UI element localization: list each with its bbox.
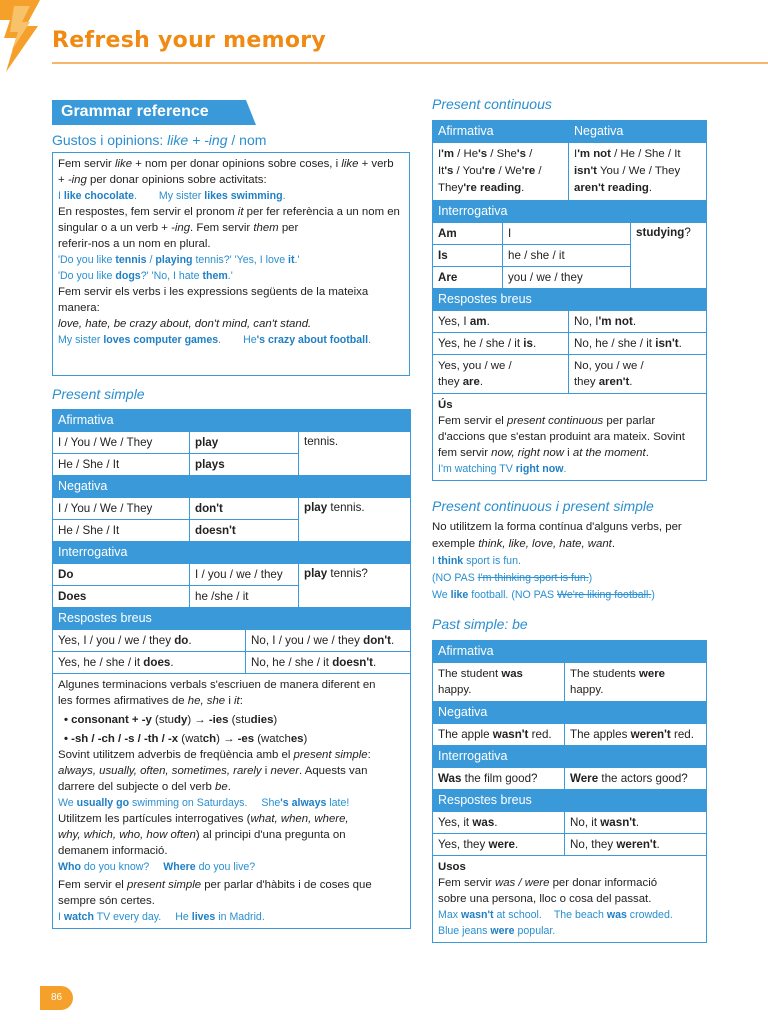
short-answers-header: Respostes breus bbox=[433, 790, 707, 812]
table-cell: you / we / they bbox=[503, 267, 631, 289]
present-continuous-heading: Present continuous bbox=[432, 96, 552, 112]
table-cell: Do bbox=[58, 568, 74, 581]
past-simple-be-table bbox=[432, 640, 707, 943]
table-cell: Yes, you / we / they are. bbox=[433, 355, 569, 394]
pc-vs-ps-heading: Present continuous i present simple bbox=[432, 498, 654, 514]
page-title: Refresh your memory bbox=[52, 28, 327, 53]
title-divider bbox=[52, 62, 768, 64]
table-cell: I / You / We / They bbox=[53, 498, 190, 520]
present-simple-notes: Algunes terminacions verbals s'escriuen de manera diferent en les formes afirmatives de he, she i it: • consonant + -y (study) → -ies (studies) • -sh / -ch / -s / -th / -x (watch) → -es (watches) Sovint utilitzem adverbis de freqüència amb el present simple: always, usually, often, sometimes, rarely i never. Aquests van darrere del subjecte o del verb be. We usually go swimming on Saturdays. She's always late! Utilitzem les partícules interrogatives (what, when, where, why, which, who, how often) al principi d'una pregunta on demanem informació. Who do you know? Where do you live? Fem servir el present simple per parlar d'hàbits i de coses que sempre són certes. I watch TV every day. He lives in Madrid. bbox=[53, 674, 411, 929]
table-cell: Are bbox=[438, 271, 458, 284]
table-cell: don't bbox=[195, 502, 223, 515]
table-cell: No, I'm not. bbox=[569, 311, 707, 333]
table-cell: studying? bbox=[631, 223, 707, 289]
table-cell: No, you / we / they aren't. bbox=[569, 355, 707, 394]
table-cell: doesn't bbox=[195, 524, 236, 537]
present-continuous-usage: Ús Fem servir el present continuous per parlar d'accions que s'estan produint ara mateix. Sovint fem servir now, right now i at the moment. I'm watching TV right now. bbox=[433, 394, 707, 481]
page-number: 86 bbox=[40, 986, 73, 1010]
likes-explanation-box: Fem servir like + nom per donar opinions sobre coses, i like + verb + -ing per donar opinions sobre activitats: I like chocolate. My sister likes swimming. En respostes, fem servir el pronom it per fer referència a un nom en singular o a un verb + -ing. Fem servir them per referir-nos a un nom en plural. 'Do you like tennis / playing tennis?' 'Yes, I love it.' 'Do you like dogs?' 'No, I hate them.' Fem servir els verbs i les expressions següents de la mateixa manera: love, hate, be crazy about, don't mind, can't stand. My sister loves computer games. He's crazy about football. bbox=[52, 152, 410, 376]
table-cell: play bbox=[195, 436, 219, 449]
table-cell: I'm not / He / She / It isn't You / We / They aren't reading. bbox=[569, 143, 707, 201]
table-cell: I / You / We / They bbox=[53, 432, 190, 454]
table-cell: play tennis? bbox=[299, 564, 411, 608]
table-cell: play tennis. bbox=[299, 498, 411, 542]
affirmative-header: Afirmativa bbox=[433, 641, 707, 663]
interrogative-header: Interrogativa bbox=[433, 746, 707, 768]
table-cell: I'm / He's / She's / It's / You're / We're / They're reading. bbox=[433, 143, 569, 201]
table-cell: He / She / It bbox=[53, 520, 190, 542]
likes-heading: Gustos i opinions: like + -ing / nom bbox=[52, 132, 267, 148]
affirmative-header: Afirmativa bbox=[433, 121, 569, 143]
negative-header: Negativa bbox=[569, 121, 707, 143]
table-cell: The apple wasn't red. bbox=[433, 724, 565, 746]
interrogative-header: Interrogativa bbox=[433, 201, 707, 223]
table-cell: The students were happy. bbox=[565, 663, 707, 702]
affirmative-header: Afirmativa bbox=[53, 410, 411, 432]
short-answers-header: Respostes breus bbox=[433, 289, 707, 311]
table-cell: The apples weren't red. bbox=[565, 724, 707, 746]
table-cell: he / she / it bbox=[503, 245, 631, 267]
table-cell: No, I / you / we / they don't. bbox=[246, 630, 411, 652]
table-cell: No, he / she / it isn't. bbox=[569, 333, 707, 355]
table-cell: He / She / It bbox=[53, 454, 190, 476]
table-cell: Am bbox=[438, 227, 457, 240]
table-cell: No, it wasn't. bbox=[565, 812, 707, 834]
table-cell: Yes, they were. bbox=[433, 834, 565, 856]
past-simple-usage: Usos Fem servir was / were per donar informació sobre una persona, lloc o cosa del passat. Max wasn't at school. The beach was crowded. Blue jeans were popular. bbox=[433, 856, 707, 943]
table-cell: he /she / it bbox=[190, 586, 299, 608]
table-cell: No, he / she / it doesn't. bbox=[246, 652, 411, 674]
table-cell: tennis. bbox=[299, 432, 411, 476]
negative-header: Negativa bbox=[53, 476, 411, 498]
short-answers-header: Respostes breus bbox=[53, 608, 411, 630]
table-cell: Yes, I am. bbox=[433, 311, 569, 333]
present-simple-heading: Present simple bbox=[52, 386, 145, 402]
negative-header: Negativa bbox=[433, 702, 707, 724]
table-cell: I / you / we / they bbox=[190, 564, 299, 586]
past-simple-be-heading: Past simple: be bbox=[432, 616, 528, 632]
table-cell: Yes, I / you / we / they do. bbox=[53, 630, 246, 652]
interrogative-header: Interrogativa bbox=[53, 542, 411, 564]
present-simple-table bbox=[52, 409, 411, 929]
pc-vs-ps-text: No utilitzem la forma contínua d'alguns verbs, per exemple think, like, love, hate, want. I think sport is fun. (NO PAS I'm thinking sport is fun.) We like football. (NO PAS We're liking football.) bbox=[432, 521, 682, 601]
grammar-reference-label: Grammar reference bbox=[61, 103, 209, 120]
table-cell: Yes, he / she / it is. bbox=[433, 333, 569, 355]
table-cell: plays bbox=[195, 458, 225, 471]
table-cell: Were the actors good? bbox=[565, 768, 707, 790]
present-continuous-table bbox=[432, 120, 707, 481]
table-cell: I bbox=[503, 223, 631, 245]
table-cell: No, they weren't. bbox=[565, 834, 707, 856]
table-cell: The student was happy. bbox=[433, 663, 565, 702]
table-cell: Was the film good? bbox=[433, 768, 565, 790]
lightning-icon bbox=[0, 0, 40, 72]
table-cell: Does bbox=[58, 590, 87, 603]
table-cell: Yes, it was. bbox=[433, 812, 565, 834]
grammar-reference-tab bbox=[52, 100, 256, 125]
table-cell: Is bbox=[438, 249, 448, 262]
table-cell: Yes, he / she / it does. bbox=[53, 652, 246, 674]
